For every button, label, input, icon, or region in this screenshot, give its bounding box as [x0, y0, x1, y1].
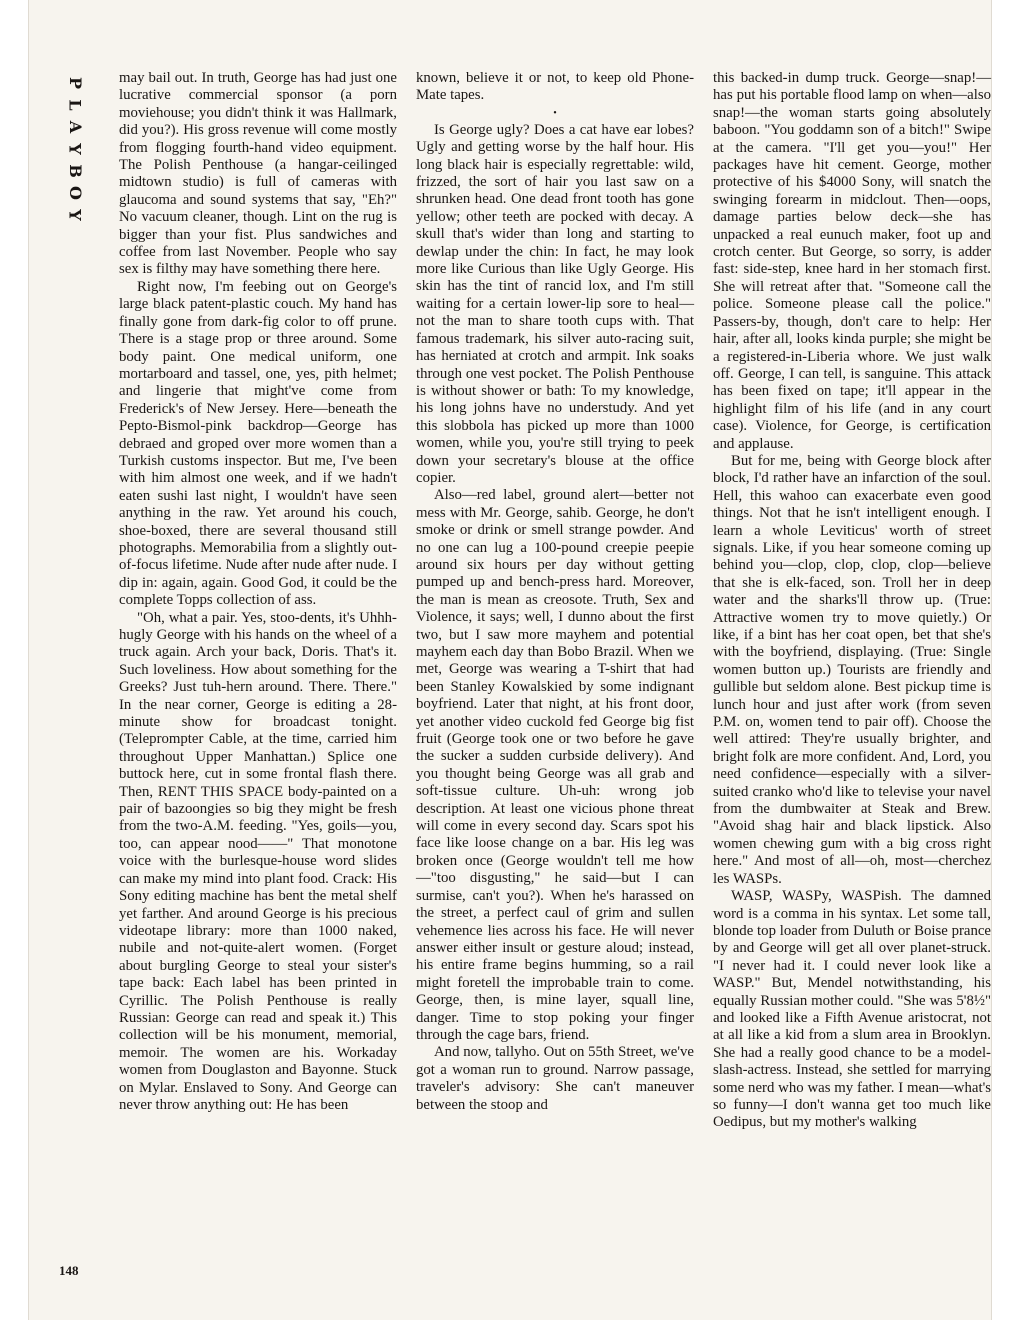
masthead-letter: L [66, 99, 85, 111]
paragraph: this backed-in dump truck. George—snap!—has put his portable flood lamp on when—also snap!—the woman starts going absolutely baboon. "You goddamn son of a bitch!" Swipe at the camera. "I'll get you—you!" Her packages have hit cement. George, mother protective of his $4000 Sony, will snatch the swinging forearm in midclout. Then—oops, damage parties below deck—she has unpacked a real eunuch maker, foot up and crotch center. But George, so sorry, is adder fast: side-step, knee hard in her stomach first. She will retreat after that. "Someone call the police. Someone please call the police." Passers-by, though, don't care to help: Her hair, after all, looks kinda purple; she might be a registered-in-Liberia whore. We just walk off. George, I can tell, is sanguine. This attack has been fixed on tape; it'll appear in the highlight film of his life (and in any court case). Violence, for George, is certification and applause. [713, 70, 991, 452]
paragraph: known, believe it or not, to keep old Phone-Mate tapes. [416, 70, 694, 104]
paragraph: "Oh, what a pair. Yes, stoo-dents, it's Uhhh-hugly George with his hands on the wheel of a truck again. Arch your back, Doris. That's it. Such loveliness. How about something for the Greeks? Just tuh-hern around. There. There." In the near corner, George is editing a 28-minute show for broadcast tonight. (Teleprompter Cable, at the time, carried him throughout Upper Manhattan.) Splice one buttock here, cut in some frontal flash there. Then, RENT THIS SPACE body-painted on a pair of bazoongies so big they might be fresh from the two-A.M. feeding. "Yes, goils—you, too, can appear nood——" That monotone voice with the burlesque-house word slides can make my mind into plant food. Crack: His Sony editing machine has bent the metal shelf yet farther. And around George is his precious videotape library: more than 1000 naked, nubile and not-quite-alert women. (Forget about burgling George to steal your sister's tape back: Each label has been printed in Cyrillic. The Polish Penthouse is really Russian: George can read and speak it.) This collection will be his monument, memorial, memoir. The women are his. Workaday women from Douglaston and Bayonne. Stuck on Mylar. Enslaved to Sony. And George can never throw anything out: He has been [119, 609, 397, 1113]
masthead-letter: Y [65, 143, 85, 155]
magazine-page [28, 0, 992, 1320]
masthead-letter: P [66, 76, 85, 90]
masthead-vertical [65, 72, 85, 226]
text-column-2 [416, 70, 694, 1114]
paragraph: And now, tallyho. Out on 55th Street, we've got a woman run to ground. Narrow passage, traveler's advisory: She can't maneuver between the stoop and [416, 1044, 694, 1113]
paragraph: WASP, WASPy, WASPish. The damned word is a comma in his syntax. Let some tall, blonde top loader from Duluth or Boise prance by and George will get all over planet-struck. "I never had it. I could never look like a WASP." But, Mendel notwithstanding, his equally Russian mother could. "She was 5'8½" and looked like a Fifth Avenue aristocrat, not at all like a kid from a slum area in Brooklyn. She had a really good chance to be a model-slash-actress. Instead, she settled for marrying some nerd who was my father. I mean—what's so funny—I don't wanna get too much like Oedipus, but my mother's walking [713, 888, 991, 1131]
paragraph: Also—red label, ground alert—better not mess with Mr. George, sahib. George, he don't smoke or drink or smell strange powder. And no one can lug a 100-pound creepie peepie around six hours per day without getting pumped up and bench-press hard. Moreover, the man is mean as creosote. Truth, Sex and Violence, it says; well, I dunno about the first two, but I saw more mayhem and potential mayhem each day than Bobo Brazil. When we met, George was wearing a T-shirt that had been Stanley Kowalskied by some indignant boyfriend. Later that night, at his front door, yet another video cuckold fed George big fist fruit (George took one or two before he gave the sucker a sudden curbside delivery). And you thought being George was all grab and soft-tissue culture. Uh-uh: wrong job description. At least one vicious phone threat will come in every second day. Scars spot his face like loose change on a bar. His leg was broken once (George wouldn't tell me how—"too disgusting," he said—but I can surmise, can't you?). When he's harassed on the street, a perfect caul of grim and sullen vehemence lies across his face. He will never answer either insult or gesture aloud; instead, his entire frame begins humming, so a rail might foretell the improbable train to come. George, then, is mine layer, squall line, danger. Time to stop poking your finger through the cage bars, friend. [416, 487, 694, 1043]
text-column-3 [713, 70, 991, 1132]
page-number: 148 [59, 1263, 79, 1278]
paragraph: Is George ugly? Does a cat have ear lobes? Ugly and getting worse by the half hour. His long black hair is especially regrettable: wild, frizzed, the sort of hair you last saw on a shrunken head. One dead front tooth has gone yellow; other teeth are pocked with decay. A skull that's wider than long and starting to dewlap under the chin: In fact, he may look more like Curious than like Ugly George. His skin has the tint of rancid lox, and I'm still waiting for a certain lower-lip sore to heal—not the man to share tooth cups with. That famous trademark, his silver auto-racing suit, has herniated at crotch and armpit. Ink soaks through one vest pocket. The Polish Penthouse is without shower or bath: To my knowledge, his long johns have no understudy. And yet this slobbola has picked up more than 1000 women, while you, you're still trying to peek down your secretary's blouse at the office copier. [416, 121, 694, 486]
masthead-letter: B [66, 164, 85, 178]
masthead-letter: O [66, 186, 85, 200]
paragraph: But for me, being with George block after block, I'd rather have an infarction of the soul. Hell, this wahoo can exacerbate even good things. Not that he isn't intelligent enough. I learn a whole Leviticus' worth of street signals. Like, if you hear someone coming up behind you—clop, clop, clop, clop—believe that she is elk-faced, son. Troll her in deep water and the sharks'll throw up. (True: Attractive women try to move quietly.) Or like, if a bint has her coat open, bet that she's with the boyfriend, displaying. (True: Single women button up.) Tourists are friendly and gullible but seldom alone. Best pickup time is lunch hour and just after work (from seven P.M. on, women tend to pair off). Choose the well attired: They're usually brighter, and bright folk are more confident. And, Lord, you need confidence—especially with a silver-suited cranko who'd like to televise your navel from the dumbwaiter at Steak and Brew. "Avoid shag hair and black lipstick. Also women chewing gum with a big cross right here." And most of all—oh, most—cherchez les WASPs. [713, 452, 991, 887]
section-break-bullet: • [553, 107, 557, 119]
paragraph: may bail out. In truth, George has had just one lucrative commercial sponsor (a porn moviehouse; you didn't think it was Hallmark, did you?). His gross revenue will come mostly from flogging fourth-hand video equipment. The Polish Penthouse (a hangar-ceilinged midtown studio) is full of cameras with glaucoma and sound systems that say, "Eh?" No vacuum cleaner, though. Lint on the rug is bigger than your fist. Plus sandwiches and coffee from last November. People who say sex is filthy may have something there here. [119, 70, 397, 278]
paragraph: Right now, I'm feebing out on George's large black patent-plastic couch. My hand has finally gone from dark-fig color to off prune. There is a stage prop or three around. Some body paint. One medical uniform, one mortarboard and tassel, one, yes, pith helmet; and lingerie that might've come from Frederick's of New Jersey. Here—beneath the Pepto-Bismol-pink backdrop—George has debraed and groped over more women than a Turkish customs inspector. But me, I've been with him almost one week, and if we hadn't eaten sushi last night, I wouldn't have seen anything in the raw. Yet around his couch, shoe-boxed, there are several thousand still photographs. Memorabilia from a slightly out-of-focus lifetime. Nude after nude after nude. I dip in: again, again. Good God, it could be the complete Topps collection of ass. [119, 278, 397, 609]
masthead-letter: A [65, 120, 85, 134]
masthead-letter: Y [65, 209, 85, 221]
text-column-1 [119, 70, 397, 1114]
